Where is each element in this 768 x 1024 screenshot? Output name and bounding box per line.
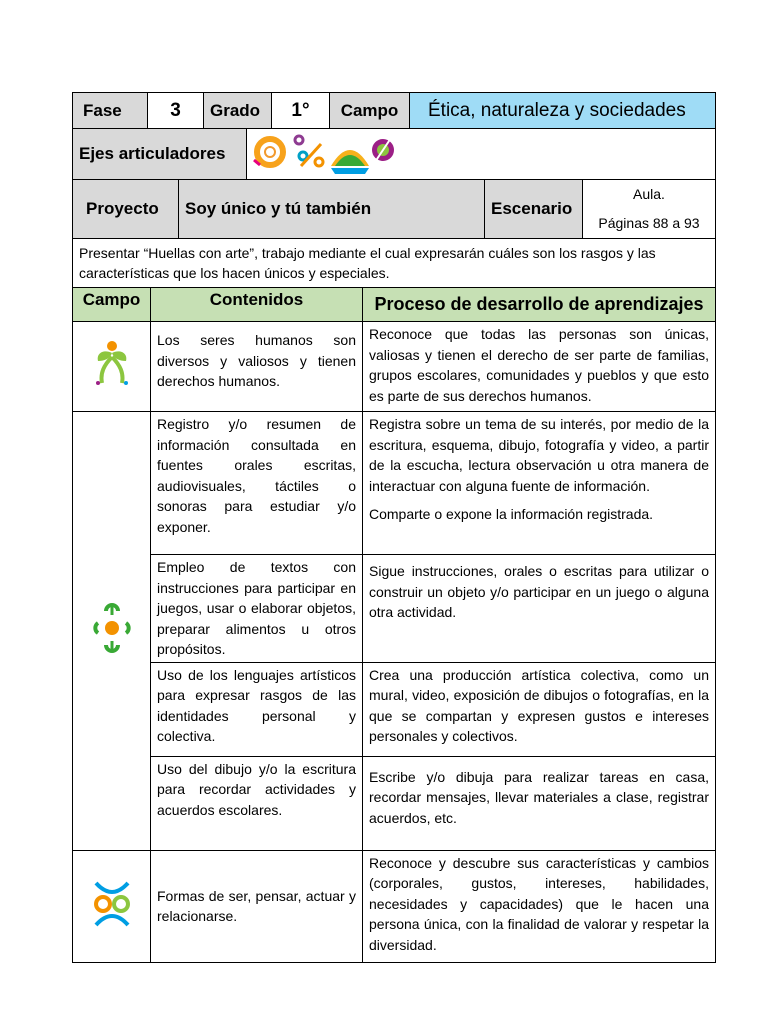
campo-icon-cell	[73, 322, 151, 412]
proyecto-table	[72, 179, 716, 239]
escenario-label: Escenario	[485, 180, 583, 239]
table-row	[73, 322, 716, 412]
proyecto-label: Proyecto	[73, 180, 179, 239]
planning-table	[72, 92, 716, 963]
content-table	[72, 287, 716, 963]
col-campo: Campo	[73, 288, 151, 322]
campo-icon-cell	[73, 412, 151, 851]
ejes-table	[72, 128, 716, 180]
proceso-text: Comparte o expone la información registrada.	[369, 506, 654, 522]
header-table	[72, 92, 716, 129]
ejes-label: Ejes articuladores	[73, 129, 247, 180]
description-table	[72, 238, 716, 288]
proyecto-value: Soy único y tú también	[179, 180, 485, 239]
proceso-cell	[363, 412, 716, 555]
interculturalidad-icon	[331, 150, 369, 174]
lenguajes-icon	[92, 603, 132, 653]
proceso-cell	[363, 756, 716, 850]
proceso-text: Reconoce y descubre sus características y cambios (corporales, gustos, intereses, habilidades, necesidades y capacidades) que le hacen una persona única, con la finalidad de valorar y respetar la diversidad.	[369, 854, 709, 953]
table-row	[73, 662, 716, 756]
col-contenidos: Contenidos	[151, 288, 363, 322]
contenido-cell: Registro y/o resumen de información consultada en fuentes orales escritas, audiovisuales, táctiles o sonoras para estudiar y/o exponer.	[151, 412, 363, 555]
table-row	[73, 412, 716, 555]
fase-value: 3	[148, 93, 204, 129]
contenido-cell: Formas de ser, pensar, actuar y relacionarse.	[151, 850, 363, 962]
col-proceso: Proceso de desarrollo de aprendizajes	[363, 288, 716, 322]
contenido-cell: Empleo de textos con instrucciones para participar en juegos, usar o elaborar objetos, preparar alimentos u otros propósitos.	[151, 555, 363, 663]
grado-label: Grado	[204, 93, 272, 129]
inclusion-icon	[254, 139, 283, 165]
proceso-text: Sigue instrucciones, orales o escritas para utilizar o construir un objeto y/o participar en un juego o alguna otra actividad.	[369, 563, 709, 620]
table-row	[73, 850, 716, 962]
proceso-text: Reconoce que todas las personas son únicas, valiosas y tienen el derecho de ser parte de familias, grupos escolares, comunidades y pueblos y que esto es parte de sus derechos humanos.	[369, 326, 709, 404]
de-lo-humano-comunitario-icon	[88, 879, 136, 929]
campo-label: Campo	[330, 93, 410, 129]
ejes-icons	[247, 129, 407, 180]
saberes-pensamiento-cientifico-icon	[90, 339, 134, 389]
proceso-cell	[363, 555, 716, 663]
contenido-cell: Los seres humanos son diversos y valiosos y tienen derechos humanos.	[151, 322, 363, 412]
campo-icon-cell	[73, 850, 151, 962]
fase-label: Fase	[73, 93, 148, 129]
proceso-cell	[363, 662, 716, 756]
table-row	[73, 555, 716, 663]
proceso-cell	[363, 322, 716, 412]
proceso-text: Escribe y/o dibuja para realizar tareas en casa, recordar mensajes, llevar materiales a clase, registrar acuerdos, etc.	[369, 768, 709, 826]
proceso-text: Crea una producción artística colectiva, como un mural, video, exposición de dibujos o fotografías, en la que se compartan y expresen gustos e intereses personales y colectivos.	[369, 666, 709, 744]
escenario-line2: Páginas 88 a 93	[598, 215, 700, 231]
campo-value: Ética, naturaleza y sociedades	[410, 93, 716, 129]
escenario-value	[583, 180, 716, 239]
contenido-cell: Uso del dibujo y/o la escritura para recordar actividades y acuerdos escolares.	[151, 756, 363, 850]
igualdad-genero-icon	[295, 136, 323, 166]
vida-saludable-icon	[372, 138, 394, 162]
contenido-cell: Uso de los lenguajes artísticos para expresar rasgos de las identidades personal y colectiva.	[151, 662, 363, 756]
proceso-cell	[363, 850, 716, 962]
project-description: Presentar “Huellas con arte”, trabajo mediante el cual expresarán cuáles son los rasgos y las características que los hacen únicos y especiales.	[73, 239, 716, 288]
grado-value: 1°	[272, 93, 330, 129]
proceso-text: Registra sobre un tema de su interés, por medio de la escritura, esquema, dibujo, fotografía y video, a partir de la escucha, lectura observación u otra manera de interactuar con alguna fuente de información.	[369, 416, 709, 494]
escenario-line1: Aula.	[633, 186, 665, 202]
table-row	[73, 756, 716, 850]
